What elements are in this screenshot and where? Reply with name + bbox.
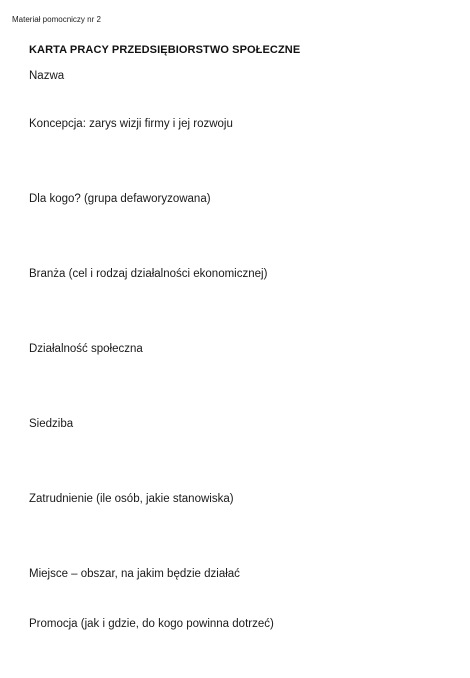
field-label-nazwa: Nazwa	[29, 70, 65, 82]
page-title: KARTA PRACY PRZEDSIĘBIORSTWO SPOŁECZNE	[29, 44, 301, 56]
field-label-branza: Branża (cel i rodzaj działalności ekonomicznej)	[29, 268, 268, 280]
header-note: Materiał pomocniczy nr 2	[12, 15, 101, 24]
field-label-zatrudnienie: Zatrudnienie (ile osób, jakie stanowiska)	[29, 493, 234, 505]
field-label-promocja: Promocja (jak i gdzie, do kogo powinna dotrzeć)	[29, 618, 274, 630]
field-label-koncepcja: Koncepcja: zarys wizji firmy i jej rozwoju	[29, 118, 233, 130]
field-label-dzialalnosc-spoleczna: Działalność społeczna	[29, 343, 143, 355]
field-label-siedziba: Siedziba	[29, 418, 74, 430]
field-label-miejsce: Miejsce – obszar, na jakim będzie działać	[29, 568, 240, 580]
field-label-dla-kogo: Dla kogo? (grupa defaworyzowana)	[29, 193, 211, 205]
